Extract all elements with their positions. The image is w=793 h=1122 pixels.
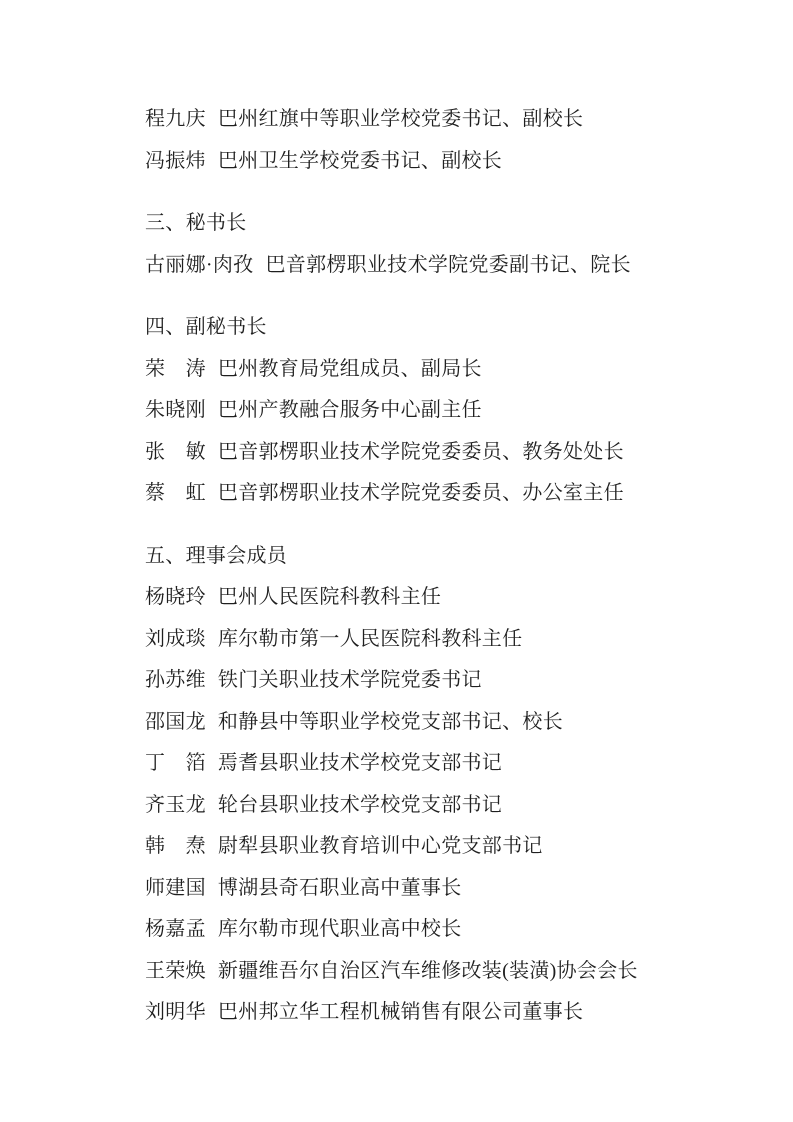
person-name: 杨晓玲 (145, 586, 206, 608)
entry-row (145, 794, 763, 836)
person-name: 孙苏维 (145, 669, 206, 691)
person-name: 丁 箔 (145, 752, 206, 774)
person-name: 邵国龙 (145, 710, 206, 733)
person-title: 新疆维吾尔自治区汽车维修改装(装潢)协会会长 (217, 959, 638, 982)
person-name: 冯振炜 (145, 149, 206, 172)
person-name: 齐玉龙 (145, 793, 206, 816)
person-title: 铁门关职业技术学院党委书记 (217, 669, 482, 691)
entry-row (145, 918, 763, 960)
person-title: 轮台县职业技术学校党支部书记 (217, 793, 503, 816)
person-name: 王荣焕 (145, 959, 206, 982)
section-heading: 三、秘书长 (145, 212, 247, 234)
entry-row (145, 711, 763, 753)
person-name: 刘明华 (145, 1001, 206, 1023)
person-title: 尉犁县职业教育培训中心党支部书记 (217, 835, 543, 857)
person-title: 巴州教育局党组成员、副局长 (217, 357, 482, 380)
entry-row (145, 108, 763, 150)
person-name: 张 敏 (145, 440, 206, 463)
person-name: 韩 焘 (145, 835, 206, 857)
entry-row (145, 628, 763, 670)
section-heading: 五、理事会成员 (145, 544, 288, 567)
person-name: 杨嘉孟 (145, 918, 206, 940)
person-name: 蔡 虹 (145, 482, 206, 504)
entry-row (145, 586, 763, 628)
person-title: 库尔勒市现代职业高中校长 (217, 918, 462, 940)
person-title: 巴州人民医院科教科主任 (217, 586, 442, 608)
person-name: 荣 涛 (145, 357, 206, 380)
entry-row (145, 1001, 763, 1043)
entry-row (145, 877, 763, 919)
section-heading: 四、副秘书长 (145, 316, 267, 338)
person-name: 古丽娜·肉孜 (145, 253, 254, 276)
entry-row (145, 752, 763, 794)
person-name: 师建国 (145, 876, 206, 899)
entry-row (145, 399, 763, 441)
person-title: 巴州产教融合服务中心副主任 (217, 399, 482, 421)
person-title: 巴音郭楞职业技术学院党委副书记、院长 (265, 253, 631, 276)
entry-row (145, 254, 763, 296)
entry-row (145, 482, 763, 524)
person-name: 刘成琰 (145, 627, 206, 650)
person-name: 朱晓刚 (145, 399, 206, 421)
person-title: 巴州红旗中等职业学校党委书记、副校长 (217, 108, 584, 130)
person-title: 库尔勒市第一人民医院科教科主任 (217, 627, 523, 650)
person-title: 巴州邦立华工程机械销售有限公司董事长 (217, 1001, 584, 1023)
entry-row (145, 835, 763, 877)
entry-row (145, 669, 763, 711)
person-title: 巴音郭楞职业技术学院党委委员、办公室主任 (217, 482, 624, 504)
person-name: 程九庆 (145, 108, 206, 130)
person-title: 博湖县奇石职业高中董事长 (217, 876, 462, 899)
entry-row (145, 150, 763, 192)
person-title: 焉耆县职业技术学校党支部书记 (217, 752, 503, 774)
entry-row (145, 358, 763, 400)
person-title: 巴州卫生学校党委书记、副校长 (217, 149, 503, 172)
entry-row (145, 960, 763, 1002)
entry-row (145, 441, 763, 483)
person-title: 巴音郭楞职业技术学院党委委员、教务处处长 (217, 440, 624, 463)
person-title: 和静县中等职业学校党支部书记、校长 (217, 710, 564, 733)
